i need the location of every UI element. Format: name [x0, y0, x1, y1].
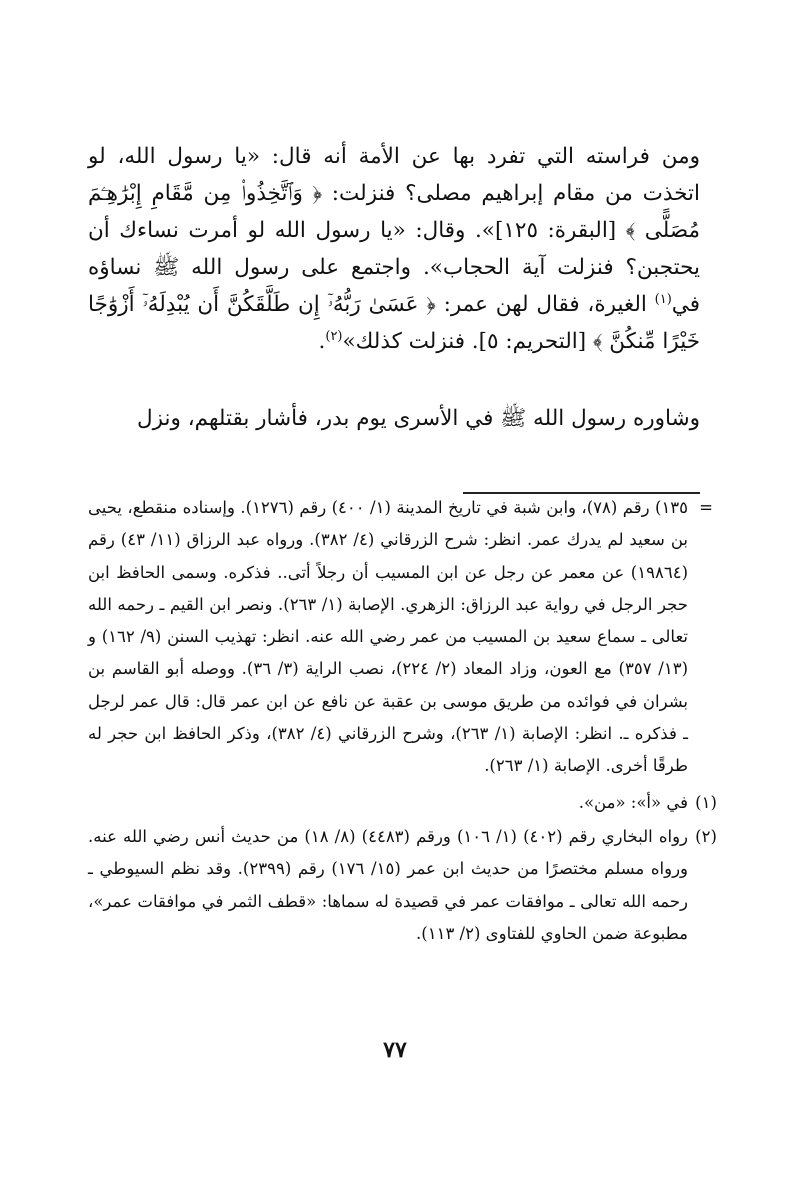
footnote-2: [88, 821, 721, 950]
paragraph-1-text-middle: الغيرة، فقال لهن عمر: ﴿ عَسَىٰ رَبُّهُۥٓ إِن طَلَّقَكُنَّ أَن يُبْدِلَهُۥٓ أَزْوَٰجًا خَيْرًا مِّنكُنَّ ﴾ [التحريم: ٥]. فنزلت كذلك»: [88, 292, 700, 354]
footnote-continuation: [88, 492, 721, 783]
paragraph-1-text-end: .: [318, 329, 326, 354]
main-paragraph-1: [88, 138, 700, 360]
footnotes-section: [88, 484, 721, 952]
footnote-1-marker: (١): [695, 792, 717, 812]
continuation-marker: =: [699, 498, 713, 517]
footnote-ref-1: (١): [654, 291, 672, 307]
footnote-1-text: في «أ»: «من».: [578, 792, 688, 812]
footnote-ref-2: (٢): [325, 328, 343, 344]
footnote-2-text: رواه البخاري رقم (٤٠٢) (١/ ١٠٦) ورقم (٤٤٨٣) (٨/ ١٨) من حديث أنس رضي الله عنه. ورواه مسلم مختصرًا من حديث ابن عمر (١٥/ ١٧٦) رقم (٢٣٩٩). وقد نظم السيوطي ـ رحمه الله تعالى ـ موافقات عمر في قصيدة له سماها: «قطف الثمر في موافقات عمر»، مطبوعة ضمن الحاوي للفتاوى (٢/ ١١٣).: [88, 826, 689, 943]
page-number: ٧٧: [383, 1037, 407, 1063]
main-paragraph-2: وشاوره رسول الله ﷺ في الأسرى يوم بدر، فأشار بقتلهم، ونزل: [137, 406, 700, 431]
footnote-1: [88, 787, 721, 819]
footnote-2-marker: (٢): [695, 826, 717, 846]
paragraph-1-text: ومن فراسته التي تفرد بها عن الأمة أنه قال: «يا رسول الله، لو اتخذت من مقام إبراهيم مصلى؟ فنزلت: ﴿ وَٱتَّخِذُوا۟ مِن مَّقَامِ إِبْرَٰهِـۧمَ مُصَلًّى ﴾ [البقرة: ١٢٥]». وقال: «يا رسول الله لو أمرت نساءك أن يحتجبن؟ فنزلت آية الحجاب». واجتمع على رسول الله ﷺ نساؤه في: [88, 144, 700, 317]
continuation-text: ١٣٥) رقم (٧٨)، وابن شبة في تاريخ المدينة (١/ ٤٠٠) رقم (١٢٧٦). وإسناده منقطع، يحيى بن سعيد لم يدرك عمر. انظر: شرح الزرقاني (٤/ ٣٨٢). ورواه عبد الرزاق (١١/ ٤٣) رقم (١٩٨٦٤) عن معمر عن رجل عن ابن المسيب أن رجلاً أتى.. فذكره. وسمى الحافظ ابن حجر الرجل في رواية عبد الرزاق: الزهري. الإصابة (١/ ٢٦٣). ونصر ابن القيم ـ رحمه الله تعالى ـ سماع سعيد بن المسيب من عمر رضي الله عنه. انظر: تهذيب السنن (٩/ ١٦٢) و (١٣/ ٣٥٧) مع العون، وزاد المعاد (٢/ ٢٢٤)، نصب الراية (٣/ ٣٦). ووصله أبو القاسم بن بشران في فوائده من طريق موسى بن عقبة عن نافع عن ابن عمر قال: قال عمر لرجل ـ فذكره ـ. انظر: الإصابة (١/ ٢٦٣)، وشرح الزرقاني (٤/ ٣٨٢)، وذكر الحافظ ابن حجر له طرقًا أخرى. الإصابة (١/ ٢٦٣).: [88, 498, 689, 776]
